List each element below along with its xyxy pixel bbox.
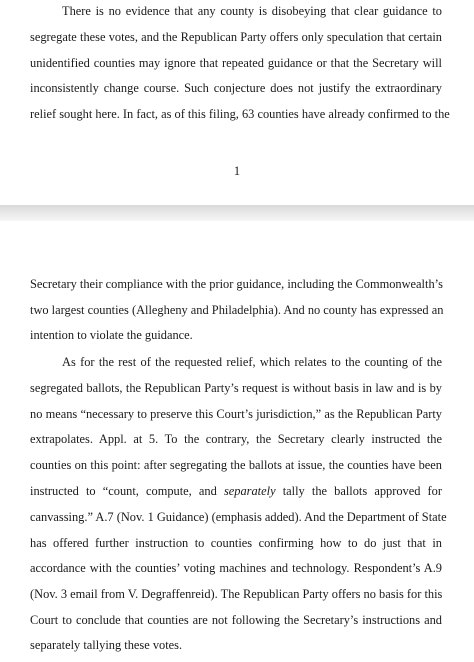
text-line-with-emphasis bbox=[30, 483, 442, 499]
text-line: counties on this point: after segregating the ballots at issue, the counties have been bbox=[30, 458, 442, 472]
text-line: canvassing.” A.7 (Nov. 1 Guidance) (emphasis added). And the Department of State bbox=[30, 510, 447, 524]
text-line: extrapolates. Appl. at 5. To the contrary, the Secretary clearly instructed the bbox=[30, 432, 442, 446]
text-line: separately tallying these votes. bbox=[30, 638, 183, 652]
document-page-bottom bbox=[0, 221, 474, 662]
emphasized-word: separately bbox=[223, 484, 276, 498]
text-line: no means “necessary to preserve this Court’s jurisdiction,” as the Republican Party bbox=[30, 407, 442, 421]
text-line: has offered further instruction to counties confirming how to do just that in bbox=[30, 536, 442, 550]
text-line: unidentified counties may ignore that repeated guidance or that the Secretary will bbox=[30, 56, 442, 70]
text-line: two largest counties (Allegheny and Philadelphia). And no county has expressed an bbox=[30, 303, 444, 317]
text-line: segregated ballots, the Republican Party’s request is without basis in law and is by bbox=[30, 381, 442, 395]
text-line: As for the rest of the requested relief, which relates to the counting of the bbox=[62, 355, 442, 369]
text-segment: tally the ballots approved for bbox=[282, 484, 442, 498]
text-line: Court to conclude that counties are not following the Secretary’s instructions and bbox=[30, 613, 442, 627]
text-line: intention to violate the guidance. bbox=[30, 328, 193, 342]
text-line: There is no evidence that any county is disobeying that clear guidance to bbox=[62, 4, 442, 18]
text-segment: instructed to “count, compute, and bbox=[30, 484, 217, 498]
text-line: relief sought here. In fact, as of this filing, 63 counties have already confirmed to the bbox=[30, 107, 450, 121]
text-line: Secretary their compliance with the prior guidance, including the Commonwealth’s bbox=[30, 277, 443, 291]
page-separator bbox=[0, 205, 474, 221]
text-line: accordance with the counties’ voting machines and technology. Respondent’s A.9 bbox=[30, 561, 442, 575]
page-number: 1 bbox=[233, 164, 241, 178]
text-line: segregate these votes, and the Republican Party offers only speculation that certain bbox=[30, 30, 442, 44]
text-line: inconsistently change course. Such conjecture does not justify the extraordinary bbox=[30, 81, 442, 95]
document-page-top bbox=[0, 0, 474, 205]
text-line: (Nov. 3 email from V. Degraffenreid). The Republican Party offers no basis for this bbox=[30, 587, 443, 601]
